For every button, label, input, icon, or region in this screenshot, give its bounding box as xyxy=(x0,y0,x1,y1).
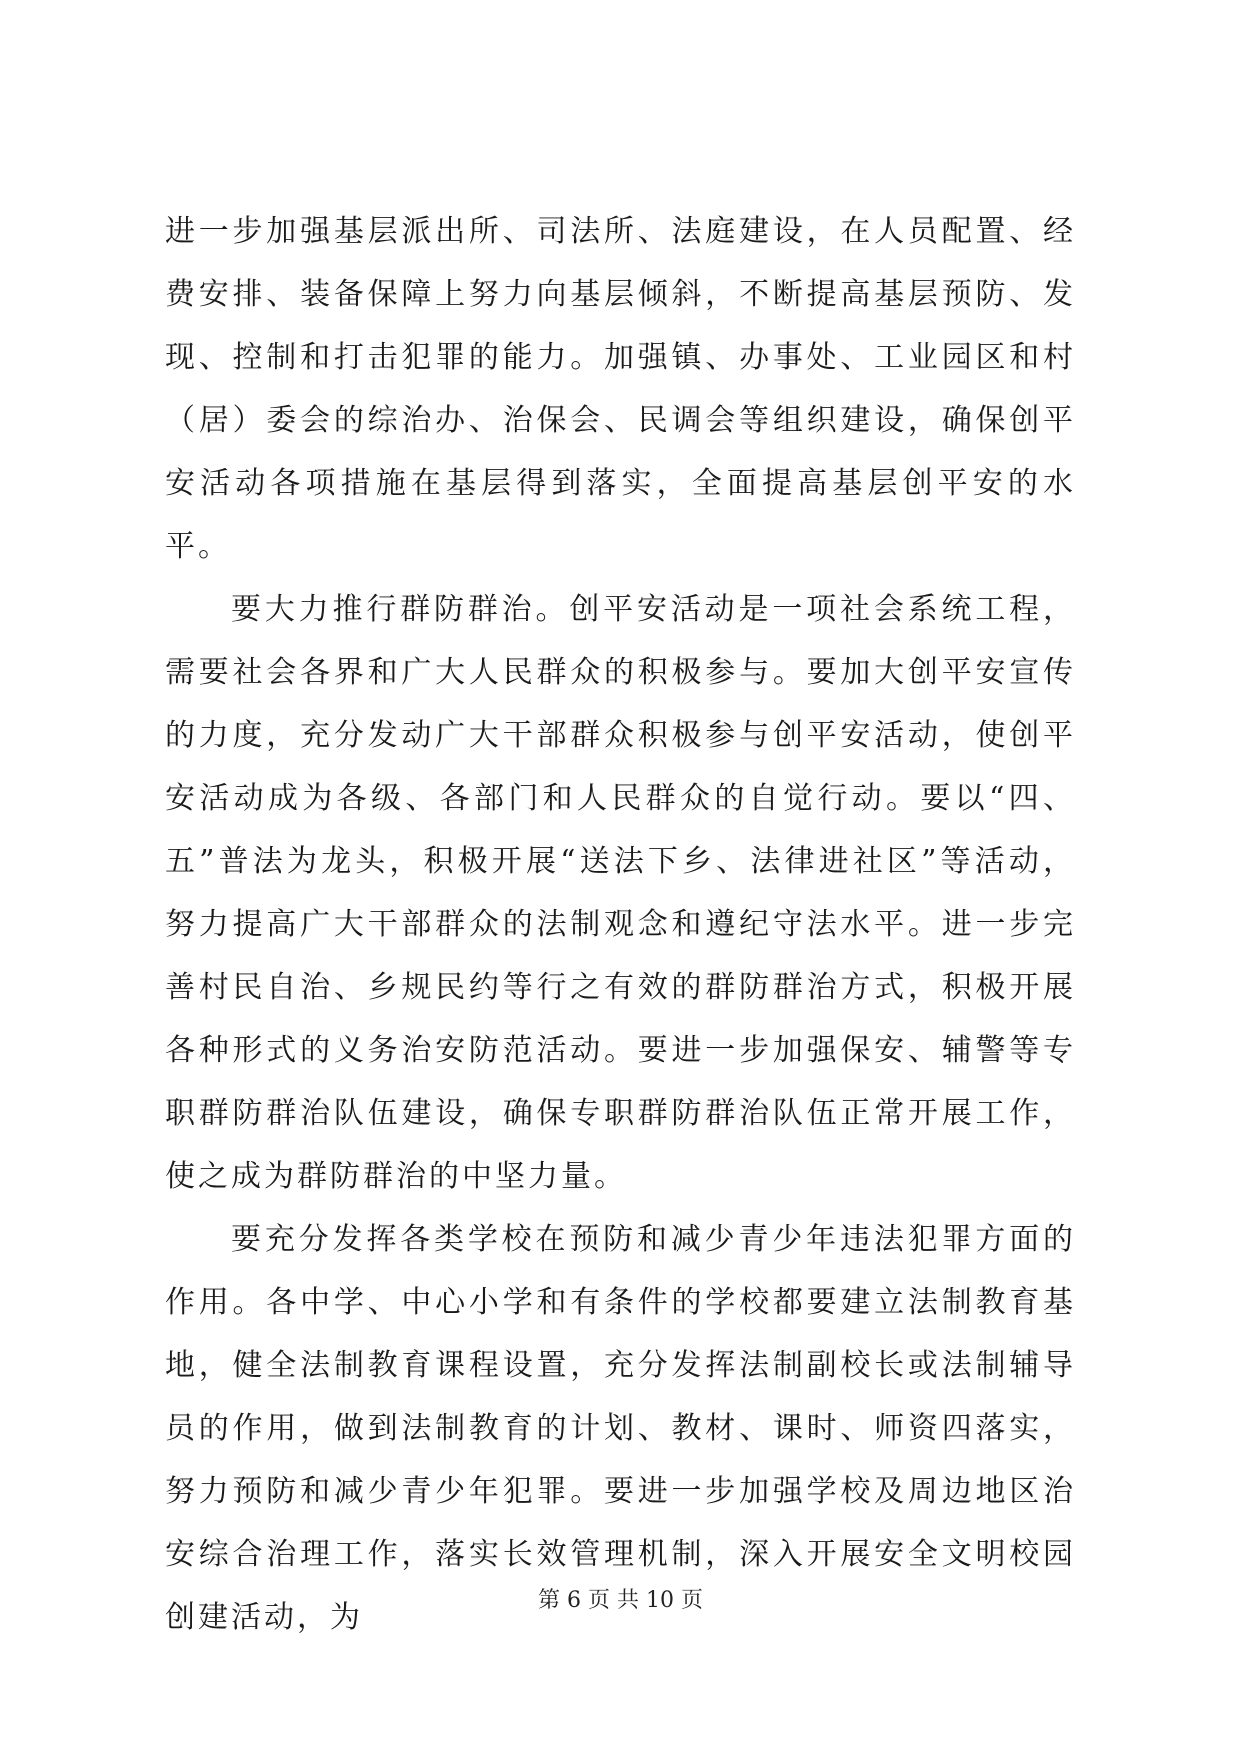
paragraph-schools-role: 要充分发挥各类学校在预防和减少青少年违法犯罪方面的作用。各中学、中心小学和有条件的学校都要建立法制教育基地，健全法制教育课程设置，充分发挥法制副校长或法制辅导员的作用，做到法制教育的计划、教材、课时、师资四落实，努力预防和减少青少年犯罪。要进一步加强学校及周边地区治安综合治理工作，落实长效管理机制，深入开展安全文明校园创建活动，为 xyxy=(165,1222,1076,1635)
page-footer: 第 6 页 共 10 页 xyxy=(538,1588,703,1613)
document-body xyxy=(165,200,1076,1649)
paragraph-mass-prevention: 要大力推行群防群治。创平安活动是一项社会系统工程，需要社会各界和广大人民群众的积极参与。要加大创平安宣传的力度，充分发动广大干部群众积极参与创平安活动，使创平安活动成为各级、各部门和人民群众的自觉行动。要以“四、五”普法为龙头，积极开展“送法下乡、法律进社区”等活动，努力提高广大干部群众的法制观念和遵纪守法水平。进一步完善村民自治、乡规民约等行之有效的群防群治方式，积极开展各种形式的义务治安防范活动。要进一步加强保安、辅警等专职群防群治队伍建设，确保专职群防群治队伍正常开展工作，使之成为群防群治的中坚力量。 xyxy=(165,592,1076,1194)
paragraph-continued: 进一步加强基层派出所、司法所、法庭建设，在人员配置、经费安排、装备保障上努力向基层倾斜，不断提高基层预防、发现、控制和打击犯罪的能力。加强镇、办事处、工业园区和村（居）委会的综治办、治保会、民调会等组织建设，确保创平安活动各项措施在基层得到落实，全面提高基层创平安的水平。 xyxy=(165,214,1076,564)
